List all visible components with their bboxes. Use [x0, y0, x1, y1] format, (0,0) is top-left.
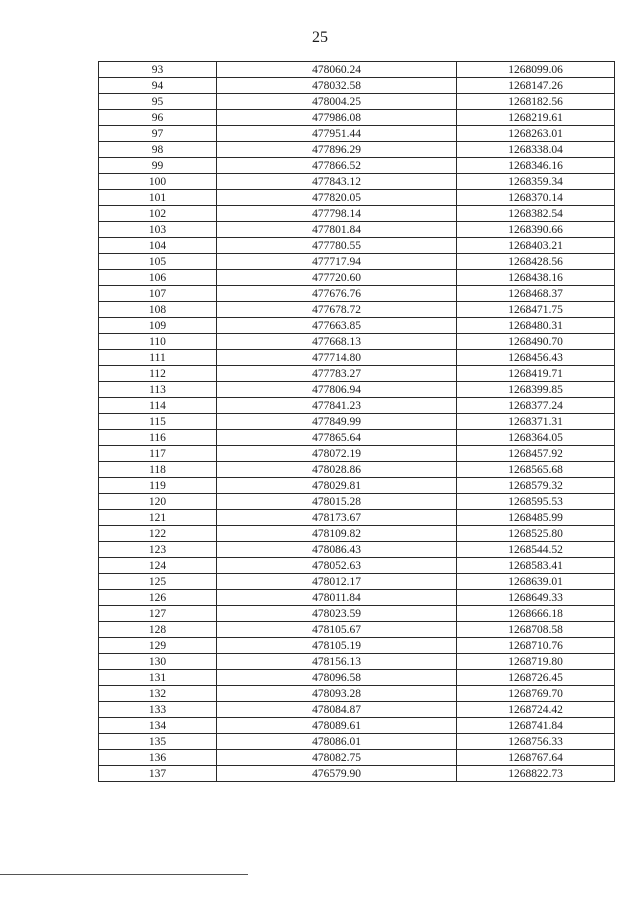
y-coordinate-cell: 1268769.70: [457, 686, 615, 702]
y-coordinate-cell: 1268583.41: [457, 558, 615, 574]
x-coordinate-cell: 478082.75: [217, 750, 457, 766]
point-number-cell: 96: [99, 110, 217, 126]
point-number-cell: 104: [99, 238, 217, 254]
point-number-cell: 118: [99, 462, 217, 478]
point-number-cell: 114: [99, 398, 217, 414]
x-coordinate-cell: 477676.76: [217, 286, 457, 302]
x-coordinate-cell: 477801.84: [217, 222, 457, 238]
table-row: [99, 158, 615, 174]
point-number-cell: 131: [99, 670, 217, 686]
point-number-cell: 105: [99, 254, 217, 270]
x-coordinate-cell: 477896.29: [217, 142, 457, 158]
table-row: [99, 398, 615, 414]
table-row: [99, 62, 615, 78]
y-coordinate-cell: 1268338.04: [457, 142, 615, 158]
table-row: [99, 478, 615, 494]
point-number-cell: 133: [99, 702, 217, 718]
x-coordinate-cell: 477843.12: [217, 174, 457, 190]
y-coordinate-cell: 1268565.68: [457, 462, 615, 478]
table-row: [99, 430, 615, 446]
x-coordinate-cell: 477780.55: [217, 238, 457, 254]
y-coordinate-cell: 1268579.32: [457, 478, 615, 494]
point-number-cell: 116: [99, 430, 217, 446]
point-number-cell: 135: [99, 734, 217, 750]
table-row: [99, 78, 615, 94]
table-row: [99, 302, 615, 318]
x-coordinate-cell: 478029.81: [217, 478, 457, 494]
table-row: [99, 510, 615, 526]
table-row: [99, 462, 615, 478]
y-coordinate-cell: 1268471.75: [457, 302, 615, 318]
y-coordinate-cell: 1268399.85: [457, 382, 615, 398]
table-row: [99, 734, 615, 750]
coordinates-table: [98, 61, 615, 782]
y-coordinate-cell: 1268485.99: [457, 510, 615, 526]
y-coordinate-cell: 1268525.80: [457, 526, 615, 542]
point-number-cell: 120: [99, 494, 217, 510]
point-number-cell: 103: [99, 222, 217, 238]
point-number-cell: 100: [99, 174, 217, 190]
x-coordinate-cell: 478052.63: [217, 558, 457, 574]
y-coordinate-cell: 1268377.24: [457, 398, 615, 414]
point-number-cell: 113: [99, 382, 217, 398]
y-coordinate-cell: 1268649.33: [457, 590, 615, 606]
table-row: [99, 574, 615, 590]
point-number-cell: 128: [99, 622, 217, 638]
table-row: [99, 446, 615, 462]
table-row: [99, 142, 615, 158]
point-number-cell: 93: [99, 62, 217, 78]
point-number-cell: 129: [99, 638, 217, 654]
point-number-cell: 121: [99, 510, 217, 526]
x-coordinate-cell: 478093.28: [217, 686, 457, 702]
y-coordinate-cell: 1268595.53: [457, 494, 615, 510]
x-coordinate-cell: 476579.90: [217, 766, 457, 782]
x-coordinate-cell: 478086.43: [217, 542, 457, 558]
x-coordinate-cell: 477717.94: [217, 254, 457, 270]
table-row: [99, 94, 615, 110]
x-coordinate-cell: 478105.19: [217, 638, 457, 654]
x-coordinate-cell: 477865.64: [217, 430, 457, 446]
table-row: [99, 494, 615, 510]
point-number-cell: 107: [99, 286, 217, 302]
y-coordinate-cell: 1268182.56: [457, 94, 615, 110]
table-row: [99, 350, 615, 366]
x-coordinate-cell: 477806.94: [217, 382, 457, 398]
table-row: [99, 766, 615, 782]
point-number-cell: 136: [99, 750, 217, 766]
point-number-cell: 127: [99, 606, 217, 622]
y-coordinate-cell: 1268666.18: [457, 606, 615, 622]
point-number-cell: 115: [99, 414, 217, 430]
y-coordinate-cell: 1268371.31: [457, 414, 615, 430]
x-coordinate-cell: 478032.58: [217, 78, 457, 94]
table-row: [99, 654, 615, 670]
point-number-cell: 130: [99, 654, 217, 670]
x-coordinate-cell: 477714.80: [217, 350, 457, 366]
x-coordinate-cell: 477783.27: [217, 366, 457, 382]
table-row: [99, 254, 615, 270]
x-coordinate-cell: 477663.85: [217, 318, 457, 334]
coordinates-table-body: [99, 62, 615, 782]
table-row: [99, 638, 615, 654]
point-number-cell: 137: [99, 766, 217, 782]
point-number-cell: 99: [99, 158, 217, 174]
y-coordinate-cell: 1268403.21: [457, 238, 615, 254]
table-row: [99, 126, 615, 142]
point-number-cell: 102: [99, 206, 217, 222]
x-coordinate-cell: 478084.87: [217, 702, 457, 718]
point-number-cell: 134: [99, 718, 217, 734]
y-coordinate-cell: 1268346.16: [457, 158, 615, 174]
y-coordinate-cell: 1268428.56: [457, 254, 615, 270]
x-coordinate-cell: 477951.44: [217, 126, 457, 142]
point-number-cell: 95: [99, 94, 217, 110]
y-coordinate-cell: 1268419.71: [457, 366, 615, 382]
x-coordinate-cell: 478012.17: [217, 574, 457, 590]
x-coordinate-cell: 478109.82: [217, 526, 457, 542]
footer-rule: [0, 874, 248, 875]
y-coordinate-cell: 1268719.80: [457, 654, 615, 670]
y-coordinate-cell: 1268544.52: [457, 542, 615, 558]
y-coordinate-cell: 1268382.54: [457, 206, 615, 222]
table-row: [99, 206, 615, 222]
point-number-cell: 101: [99, 190, 217, 206]
table-row: [99, 238, 615, 254]
y-coordinate-cell: 1268822.73: [457, 766, 615, 782]
table-row: [99, 334, 615, 350]
x-coordinate-cell: 477866.52: [217, 158, 457, 174]
point-number-cell: 117: [99, 446, 217, 462]
y-coordinate-cell: 1268457.92: [457, 446, 615, 462]
y-coordinate-cell: 1268756.33: [457, 734, 615, 750]
y-coordinate-cell: 1268263.01: [457, 126, 615, 142]
table-row: [99, 270, 615, 286]
point-number-cell: 111: [99, 350, 217, 366]
table-row: [99, 686, 615, 702]
point-number-cell: 132: [99, 686, 217, 702]
point-number-cell: 109: [99, 318, 217, 334]
table-row: [99, 174, 615, 190]
x-coordinate-cell: 478096.58: [217, 670, 457, 686]
y-coordinate-cell: 1268099.06: [457, 62, 615, 78]
y-coordinate-cell: 1268359.34: [457, 174, 615, 190]
table-row: [99, 286, 615, 302]
y-coordinate-cell: 1268639.01: [457, 574, 615, 590]
table-row: [99, 606, 615, 622]
point-number-cell: 97: [99, 126, 217, 142]
table-row: [99, 414, 615, 430]
table-row: [99, 590, 615, 606]
table-row: [99, 718, 615, 734]
x-coordinate-cell: 477820.05: [217, 190, 457, 206]
y-coordinate-cell: 1268726.45: [457, 670, 615, 686]
point-number-cell: 124: [99, 558, 217, 574]
y-coordinate-cell: 1268490.70: [457, 334, 615, 350]
y-coordinate-cell: 1268724.42: [457, 702, 615, 718]
table-row: [99, 542, 615, 558]
x-coordinate-cell: 478011.84: [217, 590, 457, 606]
point-number-cell: 125: [99, 574, 217, 590]
y-coordinate-cell: 1268468.37: [457, 286, 615, 302]
y-coordinate-cell: 1268708.58: [457, 622, 615, 638]
x-coordinate-cell: 478015.28: [217, 494, 457, 510]
point-number-cell: 126: [99, 590, 217, 606]
y-coordinate-cell: 1268219.61: [457, 110, 615, 126]
x-coordinate-cell: 477798.14: [217, 206, 457, 222]
y-coordinate-cell: 1268741.84: [457, 718, 615, 734]
y-coordinate-cell: 1268147.26: [457, 78, 615, 94]
x-coordinate-cell: 477841.23: [217, 398, 457, 414]
x-coordinate-cell: 478105.67: [217, 622, 457, 638]
x-coordinate-cell: 478086.01: [217, 734, 457, 750]
table-row: [99, 750, 615, 766]
table-row: [99, 222, 615, 238]
point-number-cell: 98: [99, 142, 217, 158]
point-number-cell: 108: [99, 302, 217, 318]
table-row: [99, 318, 615, 334]
x-coordinate-cell: 477849.99: [217, 414, 457, 430]
x-coordinate-cell: 478004.25: [217, 94, 457, 110]
x-coordinate-cell: 477720.60: [217, 270, 457, 286]
table-row: [99, 190, 615, 206]
x-coordinate-cell: 478089.61: [217, 718, 457, 734]
x-coordinate-cell: 477678.72: [217, 302, 457, 318]
y-coordinate-cell: 1268710.76: [457, 638, 615, 654]
x-coordinate-cell: 478023.59: [217, 606, 457, 622]
y-coordinate-cell: 1268456.43: [457, 350, 615, 366]
point-number-cell: 112: [99, 366, 217, 382]
y-coordinate-cell: 1268767.64: [457, 750, 615, 766]
y-coordinate-cell: 1268438.16: [457, 270, 615, 286]
table-row: [99, 558, 615, 574]
x-coordinate-cell: 478028.86: [217, 462, 457, 478]
y-coordinate-cell: 1268480.31: [457, 318, 615, 334]
table-row: [99, 382, 615, 398]
x-coordinate-cell: 478173.67: [217, 510, 457, 526]
x-coordinate-cell: 478072.19: [217, 446, 457, 462]
point-number-cell: 123: [99, 542, 217, 558]
table-row: [99, 670, 615, 686]
x-coordinate-cell: 477668.13: [217, 334, 457, 350]
point-number-cell: 110: [99, 334, 217, 350]
point-number-cell: 122: [99, 526, 217, 542]
y-coordinate-cell: 1268390.66: [457, 222, 615, 238]
table-row: [99, 702, 615, 718]
x-coordinate-cell: 477986.08: [217, 110, 457, 126]
table-row: [99, 622, 615, 638]
y-coordinate-cell: 1268364.05: [457, 430, 615, 446]
table-row: [99, 526, 615, 542]
table-row: [99, 110, 615, 126]
y-coordinate-cell: 1268370.14: [457, 190, 615, 206]
x-coordinate-cell: 478060.24: [217, 62, 457, 78]
point-number-cell: 119: [99, 478, 217, 494]
x-coordinate-cell: 478156.13: [217, 654, 457, 670]
page-number: 25: [312, 29, 328, 46]
point-number-cell: 106: [99, 270, 217, 286]
table-row: [99, 366, 615, 382]
point-number-cell: 94: [99, 78, 217, 94]
